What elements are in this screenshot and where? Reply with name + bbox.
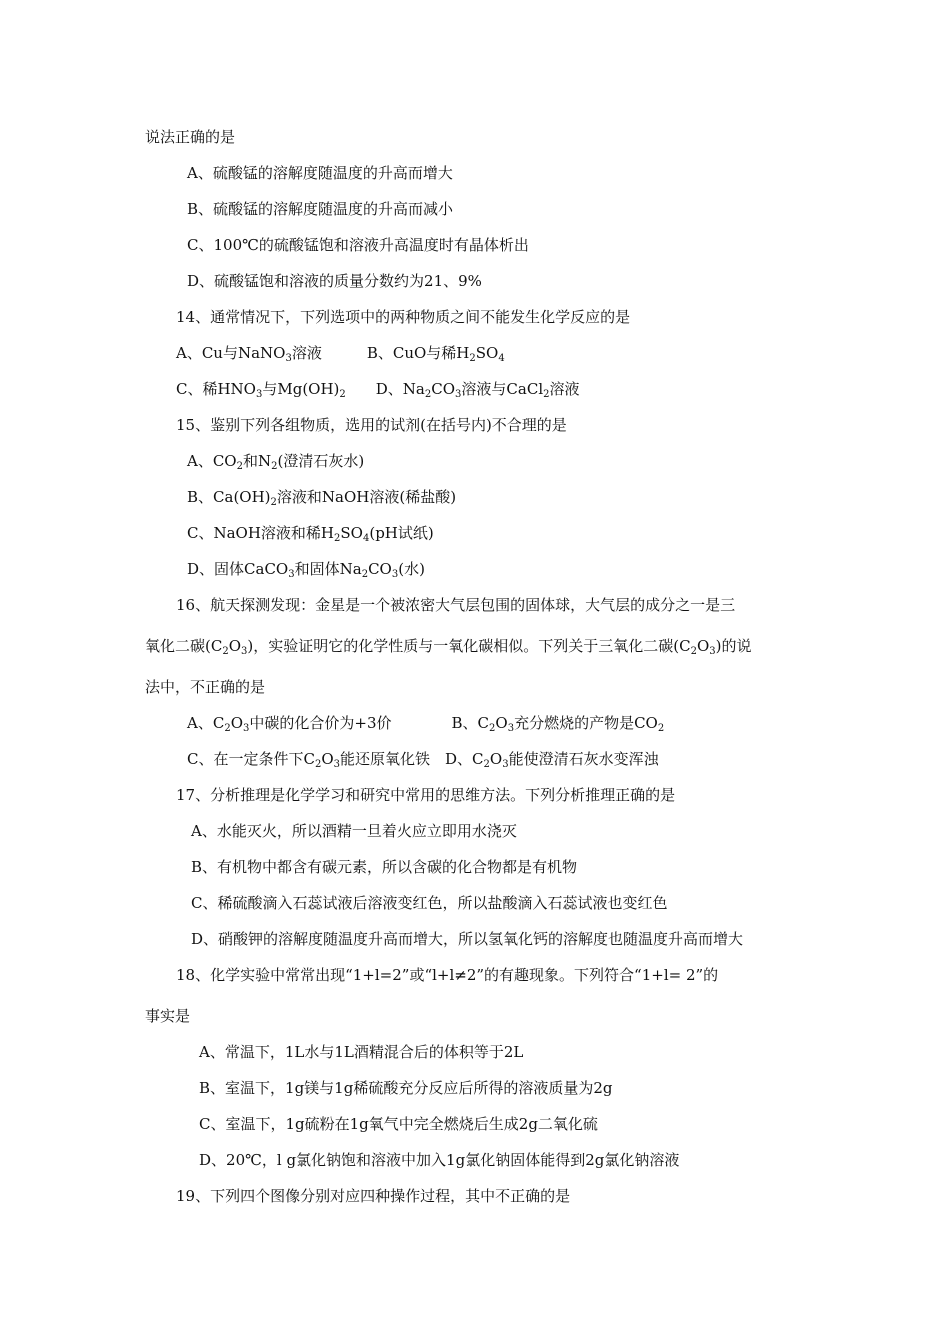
text-line: A、硫酸锰的溶解度随温度的升高而增大 — [187, 164, 453, 182]
text-line: 19、下列四个图像分别对应四种操作过程，其中不正确的是 — [176, 1187, 571, 1205]
text-line: D、20℃，l g氯化钠饱和溶液中加入1g氯化钠固体能得到2g氯化钠溶液 — [199, 1151, 680, 1169]
text-line: B、室温下，1g镁与1g稀硫酸充分反应后所得的溶液质量为2g — [199, 1079, 613, 1097]
text-line: C、稀硫酸滴入石蕊试液后溶液变红色，所以盐酸滴入石蕊试液也变红色 — [191, 894, 668, 912]
text-line: 氧化二碳$(C_2O_3)$，实验证明它的化学性质与一氧化碳相似。下列关于三氧化二碳$(C_2O_3)$的说 — [145, 637, 752, 657]
text-line: D、硝酸钾的溶解度随温度升高而增大，所以氢氧化钙的溶解度也随温度升高而增大 — [191, 930, 744, 948]
text-line: 说法正确的是 — [145, 128, 236, 146]
text-line: C、NaOH溶液和稀$H_2SO_4(pH$试纸) — [187, 524, 434, 544]
text-line: D、硫酸锰饱和溶液的质量分数约为21、9% — [187, 272, 482, 290]
text-line: A、常温下，1L水与1L酒精混合后的体积等于2L — [199, 1043, 524, 1061]
text-line: A、$C_2O_3$中碳的化合价为+3价 B、$C_2O_3$充分燃烧的产物是$CO_2$ — [187, 714, 665, 734]
text-line: A、水能灭火，所以酒精一旦着火应立即用水浇灭 — [191, 822, 517, 840]
text-line: C、稀$HNO_3$与$Mg(OH)_2$ D、$Na_2CO_3$溶液与CaCl$_2$溶液 — [176, 380, 580, 400]
text-line: C、室温下，1g硫粉在1g氧气中完全燃烧后生成2g二氧化硫 — [199, 1115, 598, 1133]
text-line: A、$CO_2$和$N_2$(澄清石灰水) — [187, 452, 365, 472]
text-line: 16、航天探测发现：金星是一个被浓密大气层包围的固体球，大气层的成分之一是三 — [176, 596, 736, 614]
text-line: C、100℃的硫酸锰饱和溶液升高温度时有晶体析出 — [187, 236, 529, 254]
text-line: D、固体CaCO$_3$和固体$Na_2CO_3$(水) — [187, 560, 425, 580]
text-line: 14、通常情况下，下列选项中的两种物质之间不能发生化学反应的是 — [176, 308, 631, 326]
text-line: 15、鉴别下列各组物质，选用的试剂(在括号内)不合理的是 — [176, 416, 567, 434]
text-line: B、有机物中都含有碳元素，所以含碳的化合物都是有机物 — [191, 858, 578, 876]
text-line: A、Cu与NaNO$_3$溶液 B、CuO与稀$H_2SO_4$ — [176, 344, 505, 364]
text-line: B、硫酸锰的溶解度随温度的升高而减小 — [187, 200, 454, 218]
text-line: C、在一定条件下$C_2O_3$能还原氧化铁 D、$C_2O_3$能使澄清石灰水变浑浊 — [187, 750, 659, 770]
text-line: 法中，不正确的是 — [145, 678, 266, 696]
text-line: 17、分析推理是化学学习和研究中常用的思维方法。下列分析推理正确的是 — [176, 786, 676, 804]
text-line: 18、化学实验中常常出现“1+l=2”或“l+l≠2”的有趣现象。下列符合“1+l= 2”的 — [176, 966, 719, 984]
text-line: 事实是 — [145, 1007, 191, 1025]
text-line: B、$Ca(OH)_2$溶液和NaOH溶液(稀盐酸) — [187, 488, 457, 508]
